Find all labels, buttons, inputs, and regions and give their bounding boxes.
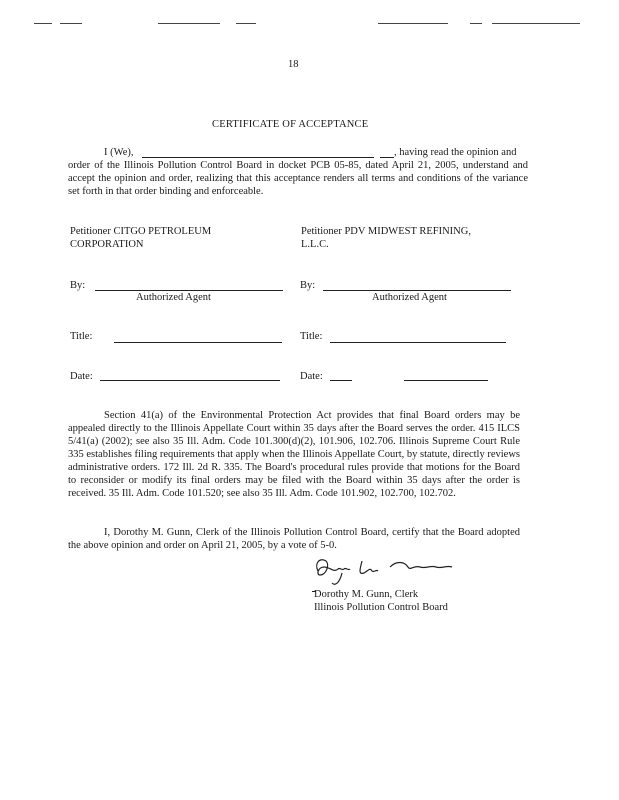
clerk-org: Illinois Pollution Control Board	[314, 602, 448, 613]
date-label-right: Date:	[300, 371, 323, 382]
date-line-right-a[interactable]	[330, 380, 352, 381]
page-number: 18	[288, 59, 299, 70]
clerk-name: Dorothy M. Gunn, Clerk	[314, 589, 419, 600]
petitioner-right-line2: L.L.C.	[301, 239, 329, 250]
authorized-agent-right: Authorized Agent	[372, 292, 447, 303]
title-line-right[interactable]	[330, 342, 506, 343]
petitioner-left-line1: Petitioner CITGO PETROLEUM	[70, 226, 212, 237]
title-line-left[interactable]	[114, 342, 282, 343]
having-text: , having read the opinion and	[394, 147, 517, 158]
name-blank-line	[142, 157, 374, 158]
certificate-title: CERTIFICATE OF ACCEPTANCE	[212, 119, 369, 130]
intro-body: order of the Illinois Pollution Control Board in docket PCB 05-85, dated April 21, 2005, understand and accept the opinion and order, realizing that this acceptance renders all terms and conditions of the variance set forth in that order binding and enforceable.	[68, 160, 528, 197]
title-label-left: Title:	[70, 331, 93, 342]
by-label-left: By:	[70, 280, 86, 291]
certification-paragraph: I, Dorothy M. Gunn, Clerk of the Illinois Pollution Control Board, certify that the Board adopted the above opinion and order on April 21, 2005, by a vote of 5-0.	[68, 527, 520, 551]
scan-mark	[378, 23, 448, 24]
scan-mark	[236, 23, 256, 24]
petitioner-left-line2: CORPORATION	[70, 239, 144, 250]
scan-mark	[470, 23, 482, 24]
date-label-left: Date:	[70, 371, 93, 382]
by-label-right: By:	[300, 280, 316, 291]
handwritten-signature	[312, 553, 462, 591]
we-label: I (We),	[104, 147, 134, 158]
scan-mark	[34, 23, 52, 24]
petitioner-right-line1: Petitioner PDV MIDWEST REFINING,	[301, 226, 471, 237]
date-line-right-b[interactable]	[404, 380, 488, 381]
section-41a-paragraph: Section 41(a) of the Environmental Protection Act provides that final Board orders may be appealed directly to the Illinois Appellate Court within 35 days after the Board serves the order. 415 ILCS 5/41(a) (2002); see also 35 Ill. Adm. Code 101.300(d)(2), 101.906, 102.706. Illinois Supreme Court Rule 335 establishes filing requirements that apply when the Illinois Appellate Court, by statute, directly reviews administrative orders. 172 Ill. 2d R. 335. The Board's procedural rules provide that motions for the Board to reconsider or modify its final orders may be filed with the Board within 35 days after the order is received. 35 Ill. Adm. Code 101.520; see also 35 Ill. Adm. Code 101.902, 102.700, 102.702.	[68, 410, 520, 499]
scan-mark	[158, 23, 220, 24]
authorized-agent-left: Authorized Agent	[136, 292, 211, 303]
scan-mark	[60, 23, 82, 24]
title-label-right: Title:	[300, 331, 323, 342]
date-line-left[interactable]	[100, 380, 280, 381]
name-blank-line	[380, 157, 394, 158]
scan-mark	[492, 23, 580, 24]
